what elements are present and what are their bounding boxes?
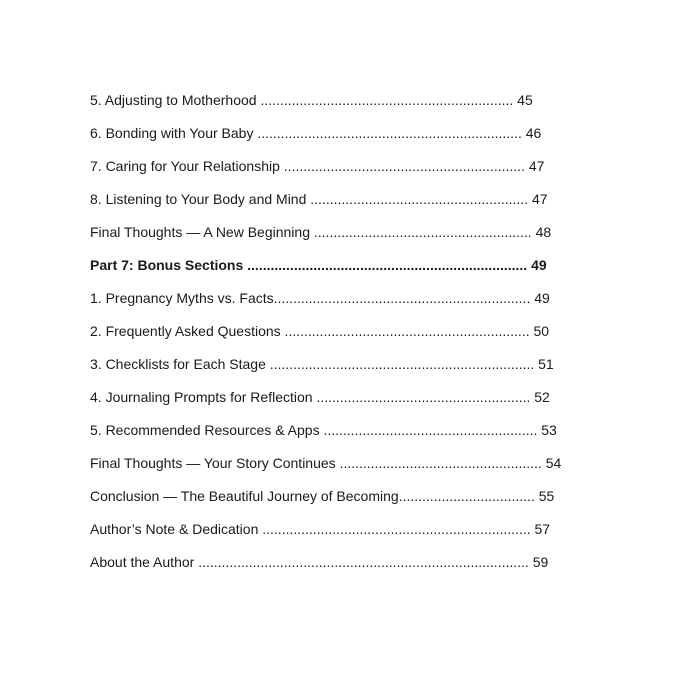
table-of-contents (90, 89, 690, 584)
toc-entry-journaling-prompts: 4. Journaling Prompts for Reflection ....................................................... 52 (90, 389, 550, 405)
toc-entry-faq: 2. Frequently Asked Questions ............................................................... 50 (90, 323, 550, 339)
toc-entry-caring-for-your-relationship: 7. Caring for Your Relationship .............................................................. 47 (90, 158, 545, 174)
toc-entry-checklists: 3. Checklists for Each Stage .................................................................... 51 (90, 356, 554, 372)
toc-entry-conclusion: Conclusion — The Beautiful Journey of Becoming................................... 55 (90, 488, 555, 504)
toc-entry-pregnancy-myths: 1. Pregnancy Myths vs. Facts.................................................................. 49 (90, 290, 550, 306)
toc-entry-about-the-author: About the Author ..................................................................................... 59 (90, 554, 549, 570)
toc-entry-bonding-with-your-baby: 6. Bonding with Your Baby .................................................................... 46 (90, 125, 542, 141)
toc-entry-authors-note: Author’s Note & Dedication ..................................................................... 57 (90, 521, 551, 537)
toc-entry-final-thoughts-new-beginning: Final Thoughts — A New Beginning ........................................................ 48 (90, 224, 552, 240)
toc-section-heading-part-7: Part 7: Bonus Sections ........................................................................ 49 (90, 257, 547, 273)
toc-entry-final-thoughts-story-continues: Final Thoughts — Your Story Continues .................................................... 54 (90, 455, 562, 471)
toc-entry-adjusting-to-motherhood: 5. Adjusting to Motherhood ................................................................. 45 (90, 92, 533, 108)
toc-entry-listening-to-your-body: 8. Listening to Your Body and Mind ........................................................ 47 (90, 191, 548, 207)
toc-entry-recommended-resources: 5. Recommended Resources & Apps ....................................................... 53 (90, 422, 557, 438)
